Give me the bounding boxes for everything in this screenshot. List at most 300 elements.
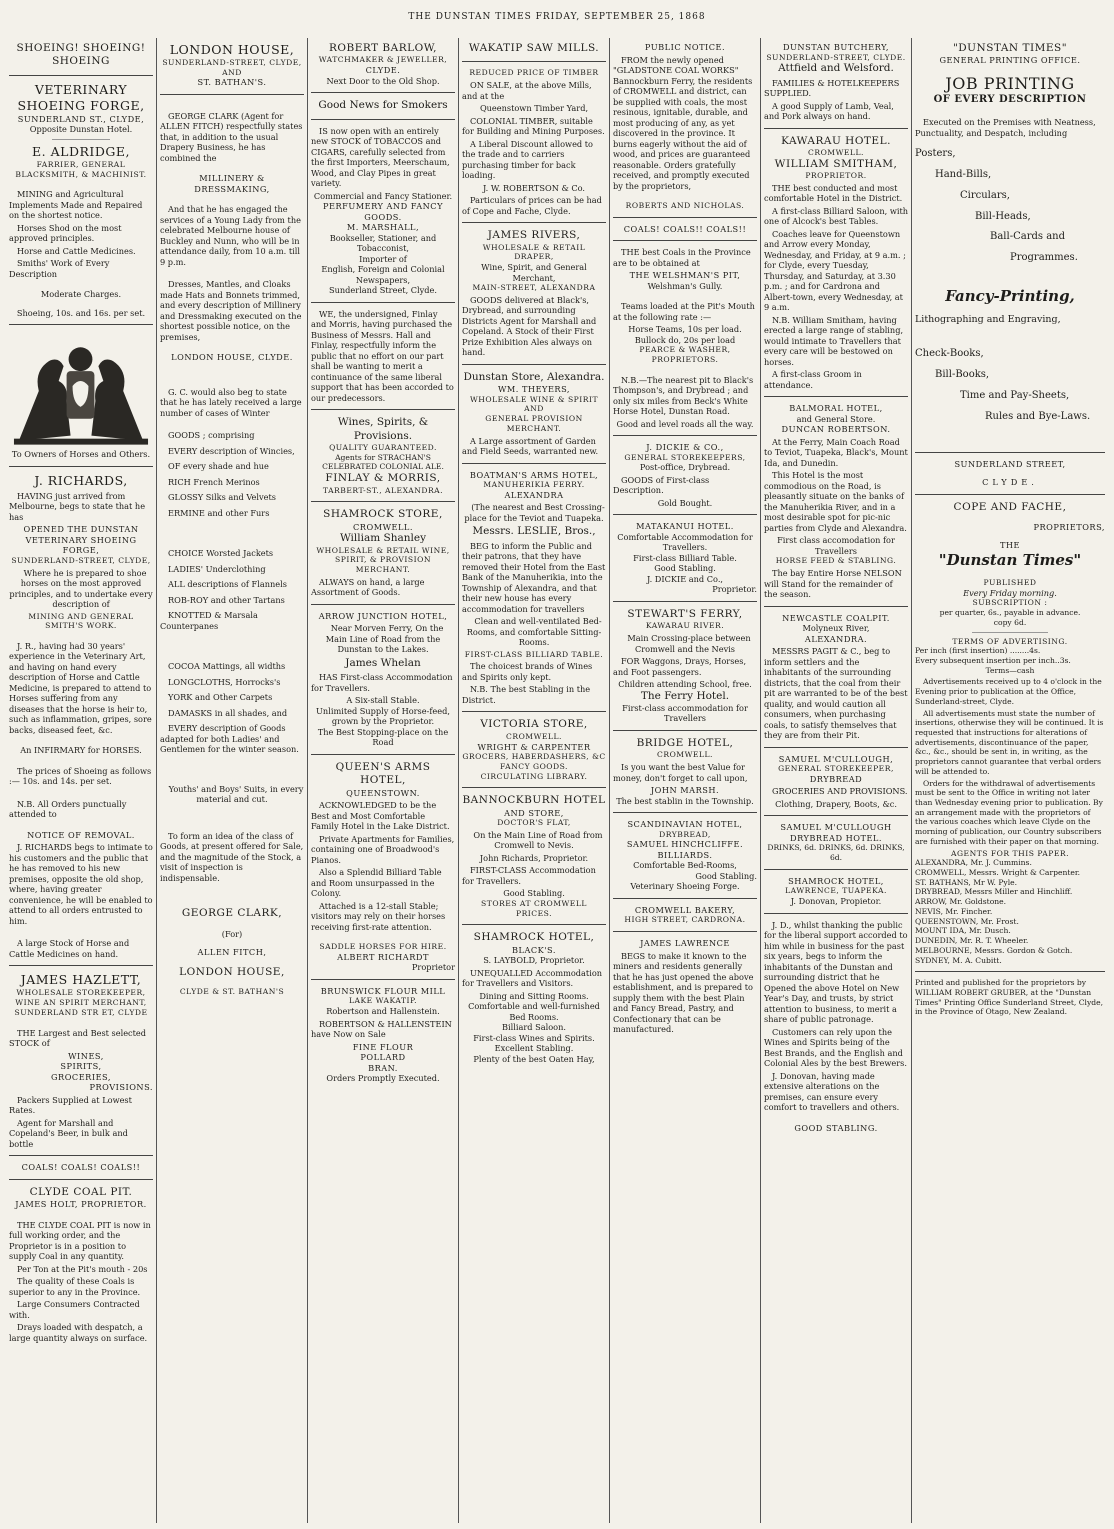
office-subtitle: GENERAL PRINTING OFFICE. xyxy=(939,55,1081,66)
goods-item: ROB-ROY and other Tartans xyxy=(168,594,285,605)
newcastle-coalpit: NEWCASTLE COALPIT. xyxy=(782,612,890,623)
saw-text: A Liberal Discount allowed to the trade and to carriers purchasing timber for back loading. xyxy=(462,138,593,181)
smitham-text: N.B. William Smitham, having erected a large range of stabling, would intimate to Travellers that every care will be bestowed on horses. xyxy=(764,314,904,367)
sunderland-street: SUNDERLAND STREET, xyxy=(954,458,1066,469)
goods-item: YORK and Other Carpets xyxy=(168,692,273,703)
leslie-text: Clean and well-ventilated Bed-Rooms, and comfortable Sitting-Rooms. xyxy=(466,616,602,648)
saw-mills: WAKATIP SAW MILLS. xyxy=(468,42,600,54)
robertson: J. W. ROBERTSON & Co. xyxy=(482,182,586,193)
barlow-next: Next Door to the Old Shop. xyxy=(326,75,440,86)
richards-street: SUNDERLAND-STREET, CLYDE, xyxy=(11,555,151,565)
leslie-text: BEG to inform the Public and their patrons, that they have removed their Hotel from the East Bank of the Manuherikia, into the Township of Alexandra, and that their new house has every accommodation for travellers xyxy=(462,540,606,614)
the: THE xyxy=(999,540,1021,551)
blacks: BLACK'S. xyxy=(512,944,556,955)
shanley-text: ALWAYS on hand, a large Assortment of Goods. xyxy=(311,576,425,598)
coals-text: Bullock do, 20s per load xyxy=(634,334,736,345)
goods-item: LONGCLOTHS, Horrocks's xyxy=(168,676,281,687)
removal-heading: NOTICE OF REMOVAL. xyxy=(27,829,135,840)
aldridge-text: Smiths' Work of Every Description xyxy=(9,258,110,279)
column-5 xyxy=(610,38,761,1523)
boatman-text: (The nearest and Best Crossing-place for the Teviot and Tuapeka. xyxy=(464,502,605,523)
queens-text: Attached is a 12-stall Stable; visitors may rely on their horses receiving first-rate attention. xyxy=(311,900,446,932)
victoria-store: VICTORIA STORE, xyxy=(480,718,588,731)
rivers-street: MAIN-STREET, ALEXANDRA xyxy=(472,283,596,293)
smokers-heading: Good News for Smokers xyxy=(318,99,448,112)
london-bathans: ST. BATHAN'S. xyxy=(197,77,267,88)
fitch-name: ALLEN FITCH, xyxy=(197,947,267,958)
james-lawrence: JAMES LAWRENCE xyxy=(640,938,730,949)
marshall-trade: Bookseller, Stationer, and Tobacconist, xyxy=(329,232,437,254)
check-books: Check-Books, xyxy=(915,348,984,360)
balmoral-text: At the Ferry, Main Coach Road to Teviot, Tuapeka, Black's, Mount Ida, and Dunedin. xyxy=(764,436,908,468)
wines-heading: Wines, Spirits, & Provisions. xyxy=(337,416,429,442)
shamrock-text: Billiard Saloon. xyxy=(502,1022,566,1033)
goods-item: ERMINE and other Furs xyxy=(168,507,270,518)
scandinavian-text: Comfortable Bed-Rooms, xyxy=(633,860,737,871)
richardt-name: ALBERT RICHARDT xyxy=(337,951,429,962)
subscription: SUBSCRIPTION : xyxy=(972,598,1048,608)
theyers-general: GENERAL PROVISION MERCHANT. xyxy=(485,414,583,433)
mcculloch-trade: GENERAL STOREKEEPER, xyxy=(778,764,894,774)
aldridge-name: E. ALDRIDGE, xyxy=(32,143,130,159)
barlow-trade: WATCHMAKER & JEWELLER, xyxy=(318,55,448,65)
pollard: POLLARD xyxy=(360,1052,406,1063)
dunstan-store: Dunstan Store, Alexandra. xyxy=(463,370,605,383)
mcculloch-name: SAMUEL M'CULLOUGH xyxy=(780,822,892,833)
dunstan-times: "Dunstan Times" xyxy=(938,550,1082,569)
hallenstein: Robertson and Hallenstein. xyxy=(326,1006,440,1017)
goods-item: DAMASKS in all shades, and xyxy=(168,707,288,718)
ferry-text: First-class accommodation for Travellers xyxy=(622,702,748,724)
shamrock-text: Comfortable and well-furnished Bed Rooms. xyxy=(468,1001,600,1022)
butchery-street: SUNDERLAND-STREET, CLYDE. xyxy=(766,52,906,62)
importer: Importer of xyxy=(359,253,407,264)
agent-item: ST. BATHANS, Mr W. Pyle. xyxy=(915,877,1018,887)
library: CIRCULATING LIBRARY. xyxy=(480,771,588,781)
hazlett-item: SPIRITS, xyxy=(60,1061,102,1072)
smitham-prop: PROPRIETOR. xyxy=(805,171,867,181)
scandinavian-hotel: SCANDINAVIAN HOTEL, xyxy=(627,819,743,830)
rivers-trade: WHOLESALE & RETAIL DRAPER, xyxy=(482,242,586,262)
hazlett-text: THE Largest and Best selected STOCK of xyxy=(9,1027,147,1049)
aldridge-trade: FARRIER, GENERAL BLACKSMITH, & MACHINIST. xyxy=(15,159,147,179)
donovan-text: Customers can rely upon the Wines and Spirits being of the Best Brands, and the English and Colonial Ales by the best Brewers. xyxy=(764,1026,907,1069)
queenstown: QUEENSTOWN. xyxy=(346,787,420,798)
finlay-name: FINLAY & MORRIS, xyxy=(325,472,441,485)
goods-item: EVERY description of Goods adapted for both Ladies' and Gentlemen for the winter season. xyxy=(160,723,299,755)
donovan-text: J. Donovan, having made extensive alterations on the premises, can ensure every comfort to travellers and others. xyxy=(764,1070,900,1113)
hazlett-item: GROCERIES, xyxy=(51,1071,111,1082)
balmoral-text: First class accomodation for Travellers xyxy=(777,535,895,556)
proprietors: PROPRIETORS, xyxy=(1033,521,1105,532)
infirmary: An INFIRMARY for HORSES. xyxy=(20,745,142,756)
litho: Lithographing and Engraving, xyxy=(915,314,1061,326)
smitham-name: WILLIAM SMITHAM, xyxy=(774,157,898,170)
agent-item: DRYBREAD, Messrs Miller and Hinchliff. xyxy=(915,887,1073,897)
printed-by: Printed and published for the proprietors by WILLIAM ROBERT GRUBER, at the "Dunstan Times" Printing Office Sunderland Street, Clyde, in the Province of Otago, New Zealand. xyxy=(915,978,1104,1017)
lake-wakatip: LAKE WAKATIP. xyxy=(348,996,418,1006)
donovan-name: J. Donovan, Propietor. xyxy=(790,896,882,907)
clyde-pit: CLYDE COAL PIT. xyxy=(29,1185,133,1198)
holt-name: JAMES HOLT, PROPRIETOR. xyxy=(15,1199,147,1210)
agent-item: QUEENSTOWN, Mr. Frost. xyxy=(915,916,1019,926)
holt-text: Drays loaded with despatch, a large quantity always on surface. xyxy=(9,1322,148,1343)
shamrock-text: UNEQUALLED Accommodation for Travellers and Visitors. xyxy=(462,967,603,989)
dickie-post: Post-office, Drybread. xyxy=(639,462,731,473)
leslie-text: The choicest brands of Wines and Spirits only kept. xyxy=(462,661,593,682)
matakanui-hotel: MATAKANUI HOTEL. xyxy=(636,521,734,532)
public-notice: PUBLIC NOTICE. xyxy=(644,42,726,52)
cromwell-bakery: CROMWELL BAKERY, xyxy=(634,904,736,915)
column-4 xyxy=(459,38,610,1523)
bridge-text: The best stablin in the Township. xyxy=(616,795,754,806)
molyneux: Molyneux River, xyxy=(802,623,870,634)
marshall-name: M. MARSHALL, xyxy=(346,222,420,233)
balmoral-text: This Hotel is the most commodious on the Road, is pleasantly situate on the banks of the Manuherikia River, and in a most desirable spot for pic-nic parties from Clyde and Alexandra. xyxy=(764,470,907,533)
whelan-text: HAS First-class Accommodation for Travellers. xyxy=(311,672,453,693)
agents-ale: Agents for STRACHAN'S CELEBRATED COLONIAL ALE. xyxy=(322,452,444,472)
richards-text: Where he is prepared to shoe horses on the most approved principles, and to undertake every description of xyxy=(9,567,153,610)
smitham-text: A first-class Billiard Saloon, with one of Alcock's best Tables. xyxy=(764,205,909,227)
coals-heading: COALS! COALS! COALS!! xyxy=(21,1162,141,1173)
terms-text: Orders for the withdrawal of advertisements must be sent to the Office in writing not later than Wednesday evening prior to publication. By an arrangement made with the proprietors of the various coaches which leave Clyde on the morning of publication, our Country subscribers are furnished with their paper on that morning. xyxy=(915,778,1103,846)
richards-text: J. R., having had 30 years' experience in the Veterinary Art, and having on hand every description of Horse and Cattle Medicine, is prepared to attend to Horses suffering from any diseases that the horse is heir to, such as inflammation, gripes, sore backs, diseased feet, &c. xyxy=(9,640,152,735)
butchery-text: FAMILIES & HOTELKEEPERS SUPPLIED. xyxy=(764,77,900,99)
balmoral-hotel: BALMORAL HOTEL, xyxy=(789,403,883,414)
doctors-flat: DOCTOR'S FLAT, xyxy=(497,818,571,828)
agent-item: ALEXANDRA, Mr. J. Cummins. xyxy=(915,858,1032,868)
shanley-trade: WHOLESALE & RETAIL WINE, SPIRIT, & PROVISION MERCHANT. xyxy=(316,545,450,575)
rules-bye-laws: Rules and Bye-Laws. xyxy=(985,410,1091,422)
holt-text: Large Consumers Contracted with. xyxy=(9,1299,140,1320)
dickie-name: J. DICKIE & CO., xyxy=(646,442,724,453)
terms-cash: Terms—cash xyxy=(985,665,1035,675)
column-1 xyxy=(6,38,157,1523)
donovan-text: J. D., whilst thanking the public for the liberal support accorded to him while in business for the past six years, begs to inform the inhabitants of the Dunstan and surrounding district that he Opened the above Hotel on New Year's Day, and trusts, by strict attention to business, to merit a share of public patronage. xyxy=(764,919,908,1025)
welshman-gully: Welshman's Gully. xyxy=(647,280,723,291)
smitham-text: Coaches leave for Queenstown and Arrow every Monday, Wednesday, and Friday, at 9 a.m. ; for Clyde, every Tuesday, Thursday, and Saturday, at 3.30 p.m. ; and for Cardrona and Albert-town, every Wednesday, at 9 a.m. xyxy=(764,228,906,313)
stewart-ferry: STEWART'S FERRY, xyxy=(627,607,743,620)
goods-item: ALL descriptions of Flannels xyxy=(168,579,287,590)
queens-text: Private Apartments for Families, containing one of Broadwood's Pianos. xyxy=(311,833,455,865)
agent-item: CROMWELL, Messrs. Wright & Carpenter. xyxy=(915,868,1081,878)
marshall-street: Sunderland Street, Clyde. xyxy=(329,285,437,296)
print-posters: Posters, xyxy=(915,148,956,160)
print-ballcards: Ball-Cards and xyxy=(990,231,1065,243)
balmoral-store: and General Store. xyxy=(796,413,876,424)
bridge-text: Is you want the best Value for money, don't forget to call upon, xyxy=(613,762,748,783)
shoeing-rate: Shoeing, 10s. and 16s. per set. xyxy=(16,307,146,318)
notice-text: FROM the newly opened "GLADSTONE COAL WORKS" Bannockburn Ferry, the residents of CROMWELL and district, can be supplied with coals, the most resinous, ignitable, durable, and most producing of any, as yet discovered in the province. It burns eagerly without the aid of wood, and prices are guaranteed reasonable. Orders gratefully received, and promptly executed by the proprietors, xyxy=(613,54,753,191)
wright-trade: GROCERS, HABERDASHERS, &C xyxy=(462,752,606,762)
saw-text: COLONIAL TIMBER, suitable for Building and Mining Purposes. xyxy=(462,115,605,137)
matakanui-text: Comfortable Accommodation for Travellers. xyxy=(617,531,753,553)
laybold: S. LAYBOLD, Proprietor. xyxy=(483,955,585,966)
removal-text: J. RICHARDS begs to intimate to his customers and the public that he has removed to his new premises, opposite the old shop, where, having greater convenience, he will be enabled to attend to all orders entrusted to him. xyxy=(9,842,153,926)
matakanui-text: Good Stabling. xyxy=(654,563,716,574)
coals-text: Horse Teams, 10s per load. xyxy=(628,324,742,335)
bannockburn-store: AND STORE, xyxy=(504,807,564,818)
queens-text: Also a Splendid Billiard Table and Room unsurpassed in the Colony. xyxy=(311,867,442,899)
job-printing: JOB PRINTING xyxy=(945,73,1075,93)
bannockburn-text: On the Main Line of Road from Cromwell to Nevis. xyxy=(473,829,603,851)
saw-text: ON SALE, at the above Mills, and at the xyxy=(462,80,592,101)
column-7 xyxy=(912,38,1108,1523)
agent-item: ARROW, Mr. Goldstone. xyxy=(915,897,1007,907)
hazlett-trade: WHOLESALE STOREKEEPER, WINE AN SPIRIT MERCHANT, xyxy=(15,988,147,1008)
goods-item: GLOSSY Silks and Velvets xyxy=(168,492,276,503)
scandinavian-text: Good Stabling. xyxy=(695,870,757,881)
london-clyde: LONDON HOUSE, CLYDE. xyxy=(171,352,293,363)
whelan-text: Unlimited Supply of Horse-feed, grown by the Proprietor. xyxy=(316,705,450,727)
shamrock-text: Plenty of the best Oaten Hay, xyxy=(473,1053,595,1064)
scandinavian-text: Veterinary Shoeing Forge. xyxy=(630,881,740,892)
queens-hotel: QUEEN'S ARMS HOTEL, xyxy=(335,760,431,787)
column-6 xyxy=(761,38,912,1523)
mcculloch-text: GROCERIES AND PROVISIONS. xyxy=(772,786,908,797)
shamrock-store: SHAMROCK STORE, xyxy=(323,508,443,521)
subscription-text: per quarter, 6s., payable in advance. xyxy=(939,608,1081,618)
balmoral-text: The bay Entire Horse NELSON will Stand for the remainder of the season. xyxy=(764,568,902,600)
terms-text: Every subsequent insertion per inch..3s. xyxy=(915,655,1071,665)
shamrock-hotel: SHAMROCK HOTEL, xyxy=(788,875,884,886)
coals-heading: COALS! COALS!! COALS!! xyxy=(623,223,747,234)
hazlett-name: JAMES HAZLETT, xyxy=(20,972,142,988)
roberts-nicholas: ROBERTS AND NICHOLAS. xyxy=(625,201,745,210)
kawarau-river: KAWARAU RIVER. xyxy=(645,621,725,631)
london-house: LONDON HOUSE, xyxy=(179,965,285,978)
whelan-text: The Best Stopping-place on the Road xyxy=(317,726,449,748)
mcculloch-drybread: DRYBREAD xyxy=(809,773,863,784)
kawarau-cromwell: CROMWELL. xyxy=(808,148,864,158)
billiards: BILLIARDS. xyxy=(657,849,713,860)
forge-title: VETERINARY SHOEING FORGE, xyxy=(17,81,145,113)
goods-item: OF every shade and hue xyxy=(168,461,269,472)
shanley-name: William Shanley xyxy=(339,532,427,545)
forge-address: SUNDERLAND ST., CLYDE, xyxy=(17,113,145,124)
leslie-text: N.B. The best Stabling in the District. xyxy=(462,684,591,705)
columns xyxy=(6,38,1108,1523)
fancy-printing: Fancy-Printing, xyxy=(945,286,1075,305)
victoria-cromwell: CROMWELL. xyxy=(506,731,562,741)
pearce-washer: PEARCE & WASHER, PROPRIETORS. xyxy=(639,345,731,364)
aldridge-text: Horse and Cattle Medicines. xyxy=(17,245,136,256)
friday: Every Friday morning. xyxy=(963,587,1057,598)
attfield-welsford: Attfield and Welsford. xyxy=(778,62,894,75)
london-street: SUNDERLAND-STREET, CLYDE, xyxy=(162,58,302,67)
clyde: CLYDE. xyxy=(982,477,1038,488)
good-stabling: GOOD STABLING. xyxy=(794,1122,878,1133)
print-circulars: Circulars, xyxy=(960,189,1010,201)
ferry-text: Main Crossing-place between Cromwell and the Nevis xyxy=(627,633,751,654)
holt-text: The quality of these Coals is superior to any in the Province. xyxy=(9,1276,141,1297)
theyers-text: A Large assortment of Garden and Field Seeds, warranted new. xyxy=(462,435,599,457)
lawrence-tuapeka: LAWRENCE, TUAPEKA. xyxy=(785,886,887,896)
queens-text: ACKNOWLEDGED to be the Best and Most Comfortable Family Hotel in the Lake District. xyxy=(311,800,450,832)
shamrock-hotel: SHAMROCK HOTEL, xyxy=(473,931,595,944)
london-bottom: CLYDE & ST. BATHAN'S xyxy=(179,987,285,997)
richards-opened: OPENED THE DUNSTAN xyxy=(23,524,139,535)
timber-yard: Queenstown Timber Yard, xyxy=(479,103,589,114)
whelan-text: A Six-stall Stable. xyxy=(346,695,420,706)
terms-text: All advertisements must state the number of insertions, otherwise they will be continued. It is requested that instructions for alterations of advertisements, discontinuance of the paper, &c., &c., should be sent in, in writing, as the proprietors cannot guarantee that verbal orders will be attended to. xyxy=(915,708,1104,776)
london-title: LONDON HOUSE, xyxy=(169,42,295,57)
john-richards: John Richards, Proprietor. xyxy=(479,852,589,863)
column-2 xyxy=(157,38,308,1523)
coals-text: Teams loaded at the Pit's Mouth at the following rate :— xyxy=(613,301,755,322)
removal-text: A large Stock of Horse and Cattle Medicines on hand. xyxy=(9,938,130,959)
horse-crest-icon xyxy=(9,331,153,449)
bannockburn-text: FIRST-CLASS Accommodation for Travellers. xyxy=(462,865,596,886)
copy-price: copy 6d. xyxy=(993,617,1027,627)
brunswick-mill: BRUNSWICK FLOUR MILL xyxy=(320,985,446,996)
agent-item: DUNEDIN, Mr. R. T. Wheeler. xyxy=(915,936,1029,946)
published: PUBLISHED xyxy=(983,578,1037,588)
coals-text: Good and level roads all the way. xyxy=(616,418,754,429)
orders-note: N.B. All Orders punctually attended to xyxy=(9,798,127,820)
shoeing-prices: The prices of Shoeing as follows :— 10s. and 14s. per set. xyxy=(9,765,152,787)
dickie-trade: GENERAL STOREKEEPERS, xyxy=(624,452,746,462)
matakanui-text: Proprietor. xyxy=(712,584,757,595)
barlow-clyde: CLYDE. xyxy=(365,65,401,76)
john-marsh: JOHN MARSH. xyxy=(650,785,720,796)
cope-fache: COPE AND FACHE, xyxy=(953,500,1067,513)
goods-item: CHOICE Worsted Jackets xyxy=(168,548,274,559)
flour: FINE FLOUR xyxy=(352,1041,414,1052)
clark-text: G. C. would also beg to state that he has lately received a large number of cases of Winter xyxy=(160,386,302,418)
bill-books: Bill-Books, xyxy=(935,369,990,381)
newcastle-alexandra: ALEXANDRA. xyxy=(804,633,868,644)
richards-text: HAVING just arrived from Melbourne, begs to state that he has xyxy=(9,490,146,522)
bannockburn-text: Good Stabling. xyxy=(503,888,565,899)
agent-item: MELBOURNE, Messrs. Gordon & Gotch. xyxy=(915,945,1073,955)
coals-text: N.B.—The nearest pit to Black's Thompson's, and Drybread ; and only six miles from Beck's White Horse Hotel, Dunstan Road. xyxy=(613,374,754,417)
shamrock-text: Excellent Stabling. xyxy=(494,1043,574,1054)
terms-text: Per inch (first insertion) ........4s. xyxy=(915,646,1041,656)
rivers-wine: Wine, Spirit, and General Merchant, xyxy=(481,262,587,283)
executed-text: Executed on the Premises with Neatness, Punctuality, and Despatch, including xyxy=(915,117,1096,138)
clark-text: And that he has engaged the services of a Young Lady from the celebrated Melbourne house of Buckley and Nunn, who will be in attendance daily, from 10 a.m. till 9 p.m. xyxy=(160,204,301,267)
clark-intro: GEORGE CLARK (Agent for ALLEN FITCH) respectfully states that, in addition to the usual Drapery Business, he has combined the xyxy=(160,110,303,163)
goods-item: GOODS ; comprising xyxy=(168,430,255,441)
kawarau-hotel: KAWARAU HOTEL. xyxy=(781,134,891,147)
richards-text: MINING AND GENERAL SMITH'S WORK. xyxy=(28,611,134,631)
terms-heading: TERMS OF ADVERTISING. xyxy=(952,636,1068,646)
goods-item: COCOA Mattings, all widths xyxy=(168,661,286,672)
quality: QUALITY GUARANTEED. xyxy=(329,442,437,452)
shoeing-heading: SHOEING! SHOEING! SHOEING xyxy=(16,42,146,68)
dickie-text: GOODS of First-class Description. xyxy=(613,474,710,496)
aldridge-text: MINING and Agricultural Implements Made and Repaired on the shortest notice. xyxy=(9,189,143,221)
alexandra: ALEXANDRA xyxy=(504,489,564,500)
clark-text: To form an idea of the class of Goods, at present offered for Sale, and the magnitude of the Stock, a visit of inspection is indispensable. xyxy=(160,830,304,883)
agent-item: MOUNT IDA, Mr. Dusch. xyxy=(915,926,1011,936)
masthead: THE DUNSTAN TIMES FRIDAY, SEPTEMBER 25, 1868 xyxy=(408,12,706,22)
billiard: FIRST-CLASS BILLIARD TABLE. xyxy=(464,649,604,659)
youths-suits: Youths' and Boys' Suits, in every material and cut. xyxy=(168,783,304,805)
arrow-text: Near Morven Ferry, On the Main Line of Road from the Dunstan to the Lakes. xyxy=(325,623,444,655)
holt-text: THE CLYDE COAL PIT is now in full working order, and the Proprietor is in a position to supply Coal in any quantity. xyxy=(9,1219,151,1262)
shamrock-text: Dining and Sitting Rooms. xyxy=(479,990,589,1001)
rivers-text: GOODS delivered at Black's, Drybread, and surrounding Districts Agent for Marshall and Copeland. A Stock of their First Prize Exhibition Ales always on hand. xyxy=(462,294,597,358)
barlow-name: ROBERT BARLOW, xyxy=(328,42,438,54)
millinery: MILLINERY & DRESSMAKING, xyxy=(194,173,270,194)
reduced-price: REDUCED PRICE OF TIMBER xyxy=(469,68,599,78)
perfumery: PERFUMERY AND FANCY GOODS. xyxy=(323,201,443,222)
office-title: "DUNSTAN TIMES" xyxy=(952,42,1068,54)
scandinavian-drybread: DRYBREAD, xyxy=(659,829,711,839)
bran: BRAN. xyxy=(368,1062,398,1073)
manuherikia: MANUHERIKIA FERRY. xyxy=(483,480,585,490)
theyers-name: WM. THEYERS, xyxy=(497,384,571,395)
saddle-horses: SADDLE HORSES FOR HIRE. xyxy=(319,942,447,952)
forge-opposite: Opposite Dunstan Hotel. xyxy=(29,124,133,135)
hazlett-item: WINES, xyxy=(68,1050,104,1061)
horse-feed: HORSE FEED & STABLING. xyxy=(775,556,897,566)
hinchcliffe: SAMUEL HINCHCLIFFE. xyxy=(626,839,744,850)
matakanui-text: First-class Billiard Table. xyxy=(633,552,737,563)
clark-for: (For) xyxy=(221,928,243,939)
smitham-text: THE best conducted and most comfortable Hotel in the District. xyxy=(764,182,903,204)
holt-text: Per Ton at the Pit's mouth - 20s xyxy=(17,1263,148,1274)
smitham-text: A first-class Groom in attendance. xyxy=(764,369,862,390)
whelan-name: James Whelan xyxy=(345,656,421,669)
smokers-text: IS now open with an entirely new STOCK of TOBACCOS and CIGARS, carefully selected from the first Importers, Meerschaum, Wood, and Clay Pipes in great variety. xyxy=(311,125,450,189)
ferry-text: FOR Waggons, Drays, Horses, and Foot passengers. xyxy=(613,656,747,677)
butchery-text: A good Supply of Lamb, Veal, and Pork always on hand. xyxy=(764,100,894,122)
rivers-name: JAMES RIVERS, xyxy=(487,229,581,242)
time-sheets: Time and Pay-Sheets, xyxy=(960,389,1070,401)
boatman-hotel: BOATMAN'S ARMS HOTEL, xyxy=(469,469,599,480)
theyers-trade: WHOLESALE WINE & SPIRIT xyxy=(469,394,599,404)
coals-text: THE best Coals in the Province are to be obtained at xyxy=(613,247,751,268)
goods-item: RICH French Merinos xyxy=(168,476,260,487)
column-3 xyxy=(308,38,459,1523)
lawrence-text: BEGS to make it known to the miners and residents generally that he has just opened the above establishment, and is prepared to supply them with the best Plain and Fancy Bread, Pastry, and Confectionary that can be manufactured. xyxy=(613,950,754,1035)
stationer: Commercial and Fancy Stationer. xyxy=(313,190,453,201)
bannockburn-hotel: BANNOCKBURN HOTEL xyxy=(462,794,606,807)
bridge-hotel: BRIDGE HOTEL, xyxy=(636,736,734,749)
goods-list xyxy=(160,430,304,755)
duncan-robertson: DUNCAN ROBERTSON. xyxy=(781,424,891,435)
hazlett-street: SUNDERLAND STR ET, CLYDE xyxy=(14,1007,148,1017)
ferry-hotel: The Ferry Hotel. xyxy=(640,689,730,702)
agent-item: NEVIS, Mr. Fincher. xyxy=(915,906,993,916)
agents-list xyxy=(915,858,1105,965)
matakanui-text: J. DICKIE and Co., xyxy=(646,573,724,584)
every-description: OF EVERY DESCRIPTION xyxy=(933,94,1087,106)
agents-heading: AGENTS FOR THIS PAPER. xyxy=(950,848,1070,858)
shamrock-cromwell: CROMWELL. xyxy=(353,521,413,532)
hallenstein-text: ROBERTSON & HALLENSTEIN have Now on Sale xyxy=(311,1018,452,1040)
aldridge-text: Horses Shod on the most approved principles. xyxy=(9,222,122,244)
goods-item: LADIES' Underclothing xyxy=(168,563,266,574)
london-and: AND xyxy=(222,67,242,77)
fancy-goods: FANCY GOODS. xyxy=(500,761,568,771)
print-handbills: Hand-Bills, xyxy=(935,169,992,180)
hazlett-item: PROVISIONS. xyxy=(89,1082,153,1093)
newspapers: English, Foreign and Colonial Newspapers, xyxy=(321,264,445,285)
theyers-and: AND xyxy=(524,404,544,414)
mcculloch-text: Clothing, Drapery, Boots, &c. xyxy=(775,798,897,809)
drinks: DRINKS, 6d. DRINKS, 6d. DRINKS, 6d. xyxy=(767,843,905,863)
print-programmes: Programmes. xyxy=(1010,252,1078,264)
leslie-name: Messrs. LESLIE, Bros., xyxy=(472,525,596,538)
richards-name: J. RICHARDS, xyxy=(34,472,128,488)
bridge-cromwell: CROMWELL. xyxy=(657,750,713,760)
moderate-charges: Moderate Charges. xyxy=(40,289,122,300)
saw-text: Particulars of prices can be had of Cope and Fache, Clyde. xyxy=(462,195,602,216)
